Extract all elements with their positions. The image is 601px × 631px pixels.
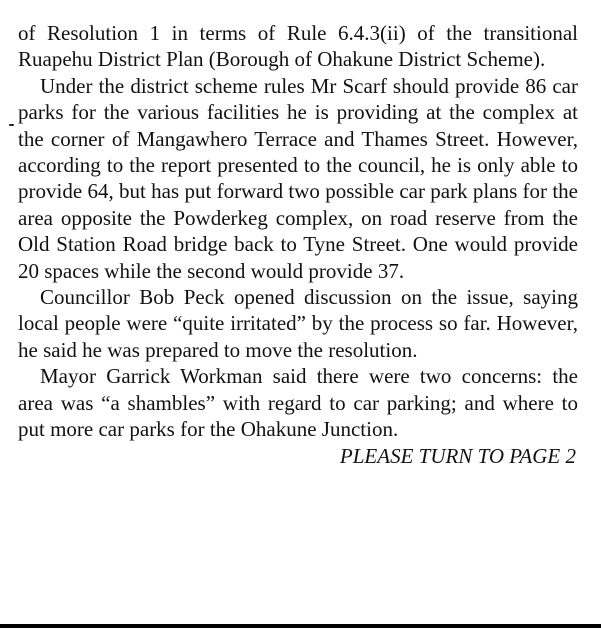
article-paragraph-3: Councillor Bob Peck opened discussion on the issue, saying local people were “quite irritated” by the process so far. However, he said he was prepared to move the resolution. xyxy=(18,285,578,362)
article-column xyxy=(18,20,578,469)
article-paragraph-2: Under the district scheme rules Mr Scarf should provide 86 car parks for the various facilities he is providing at the complex at the corner of Mangawhero Terrace and Thames Street. However, according to the report presented to the council, he is only able to provide 64, but has put forward two possible car park plans for the area opposite the Powderkeg complex, on road reserve from the Old Station Road bridge back to Tyne Street. One would provide 20 spaces while the second would provide 37. xyxy=(18,73,578,283)
article-paragraph-1: of Resolution 1 in terms of Rule 6.4.3(ii) of the transitional Ruapehu District Plan (Borough of Ohakune District Scheme). xyxy=(18,21,578,72)
continued-notice: PLEASE TURN TO PAGE 2 xyxy=(339,443,576,468)
article-paragraph-4: Mayor Garrick Workman said there were two concerns: the area was “a shambles” with regard to car parking; and where to put more car parks for the Ohakune Junction. xyxy=(18,364,578,442)
bottom-rule xyxy=(0,624,601,628)
print-speck xyxy=(9,124,14,126)
